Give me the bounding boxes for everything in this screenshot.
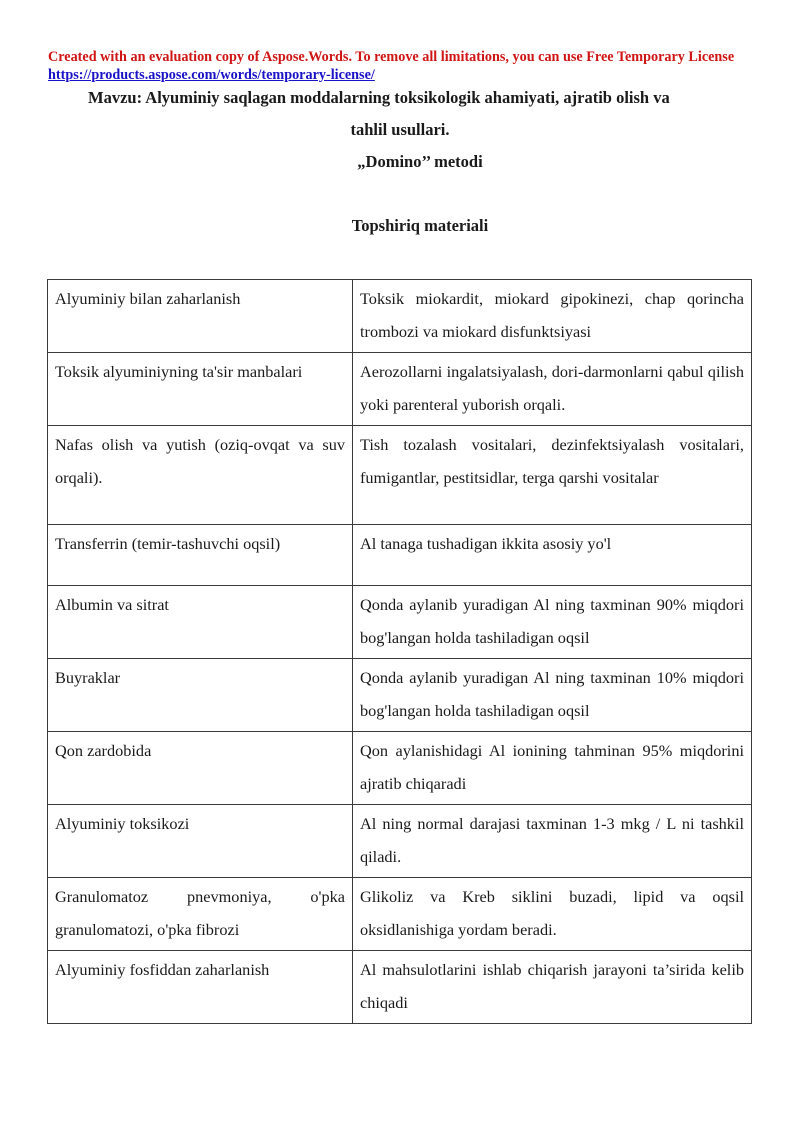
- table-row: [48, 525, 752, 586]
- table-cell-description: Qon aylanishidagi Al ionining tahminan 95% miqdorini ajratib chiqaradi: [353, 732, 752, 805]
- method-title: „Domino’’ metodi: [357, 152, 483, 171]
- table-cell-term: Alyuminiy toksikozi: [48, 805, 353, 878]
- table-row: [48, 878, 752, 951]
- table-cell-description: Al mahsulotlarini ishlab chiqarish jarayoni ta’sirida kelib chiqadi: [353, 951, 752, 1024]
- domino-table: [47, 279, 752, 1024]
- table-cell-description: Toksik miokardit, miokard gipokinezi, chap qorincha trombozi va miokard disfunktsiyasi: [353, 280, 752, 353]
- table-row: [48, 732, 752, 805]
- table-row: [48, 805, 752, 878]
- table-cell-term: Alyuminiy bilan zaharlanish: [48, 280, 353, 353]
- table-row: [48, 586, 752, 659]
- table-cell-term: Nafas olish va yutish (oziq-ovqat va suv orqali).: [48, 426, 353, 525]
- table-cell-description: Al tanaga tushadigan ikkita asosiy yo'l: [353, 525, 752, 586]
- table-cell-description: Glikoliz va Kreb siklini buzadi, lipid va oqsil oksidlanishiga yordam beradi.: [353, 878, 752, 951]
- table-cell-term: Granulomatoz pnevmoniya, o'pka granulomatozi, o'pka fibrozi: [48, 878, 353, 951]
- watermark-text: Created with an evaluation copy of Aspose.Words. To remove all limitations, you can use Free Temporary License: [48, 49, 735, 65]
- license-link[interactable]: https://products.aspose.com/words/temporary-license/: [48, 67, 375, 83]
- table-row: [48, 280, 752, 353]
- table-cell-term: Buyraklar: [48, 659, 353, 732]
- table-cell-term: Qon zardobida: [48, 732, 353, 805]
- topic-title-line1: Mavzu: Alyuminiy saqlagan moddalarning toksikologik ahamiyati, ajratib olish va: [88, 88, 670, 107]
- table-cell-term: Transferrin (temir-tashuvchi oqsil): [48, 525, 353, 586]
- table-cell-term: Toksik alyuminiyning ta'sir manbalari: [48, 353, 353, 426]
- section-title: Topshiriq materiali: [351, 216, 489, 235]
- evaluation-watermark: [48, 48, 768, 84]
- table-cell-description: Al ning normal darajasi taxminan 1-3 mkg / L ni tashkil qiladi.: [353, 805, 752, 878]
- table-row: [48, 951, 752, 1024]
- table-cell-description: Aerozollarni ingalatsiyalash, dori-darmonlarni qabul qilish yoki parenteral yuborish orqali.: [353, 353, 752, 426]
- table-row: [48, 659, 752, 732]
- topic-title-line2: tahlil usullari.: [350, 120, 450, 139]
- table-cell-term: Albumin va sitrat: [48, 586, 353, 659]
- table-row: [48, 353, 752, 426]
- table-cell-term: Alyuminiy fosfiddan zaharlanish: [48, 951, 353, 1024]
- table-cell-description: Qonda aylanib yuradigan Al ning taxminan 90% miqdori bog'langan holda tashiladigan oqsil: [353, 586, 752, 659]
- table-cell-description: Qonda aylanib yuradigan Al ning taxminan 10% miqdori bog'langan holda tashiladigan oqsil: [353, 659, 752, 732]
- table-row: [48, 426, 752, 525]
- table-cell-description: Tish tozalash vositalari, dezinfektsiyalash vositalari, fumigantlar, pestitsidlar, terga qarshi vositalar: [353, 426, 752, 525]
